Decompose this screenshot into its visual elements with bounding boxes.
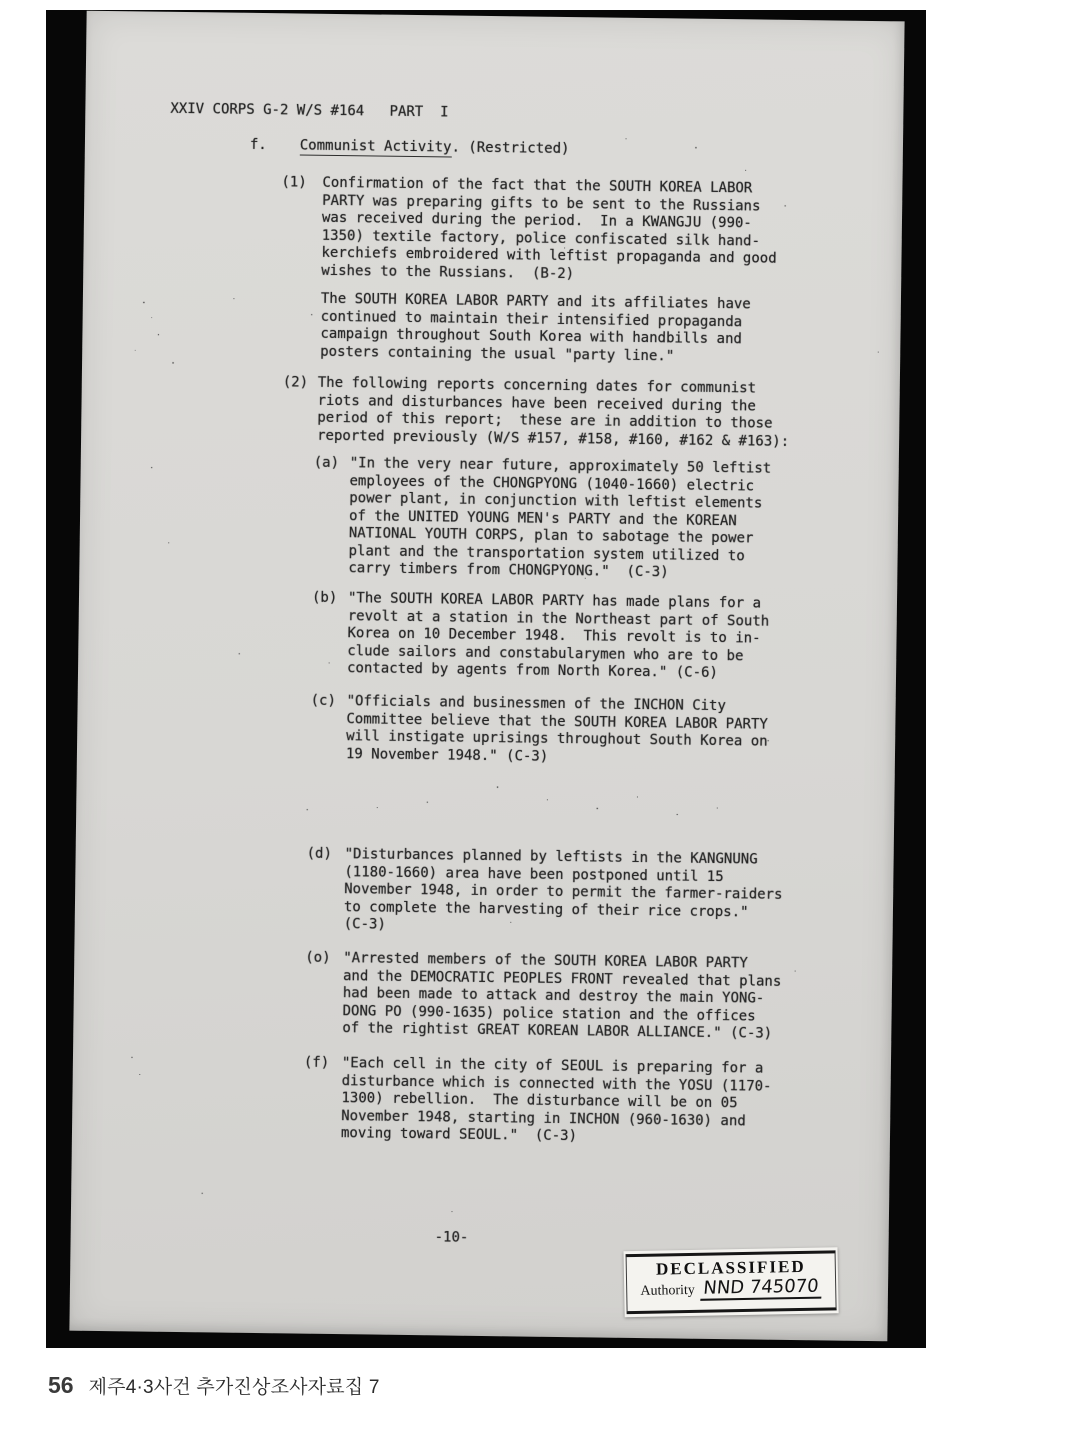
stamp-authority-row <box>627 1276 835 1302</box>
scan-noise <box>87 11 89 13</box>
book-title: 제주4·3사건 추가진상조사자료집 7 <box>88 1377 380 1398</box>
paragraph-number: (1) <box>281 174 307 191</box>
item-label: (d) <box>306 845 333 862</box>
document-page <box>69 11 904 1342</box>
section-heading <box>250 137 570 159</box>
item-text: "Each cell in the city of SEOUL is preparing for a disturbance which is connected with the YOSU (1170- 1300) rebellion. The disturbance will be on 05 November 1948, starting in INCHON (960-1630) and moving toward SEOUL." (C-3) <box>340 1055 772 1145</box>
paragraph-text: Confirmation of the fact that the SOUTH KOREA LABOR PARTY was preparing gifts to be sent to the Russians was received during the period. In a KWANGJU (990- 1350) textile factory, police confiscated silk hand- kerchiefs embroidered with leftist propaganda and good wishes to the Russians. (B-2) <box>321 174 777 282</box>
page-number: -10- <box>434 1229 469 1246</box>
document-header: XXIV CORPS G-2 W/S #164 PART I <box>170 100 449 121</box>
paragraph-text: The SOUTH KOREA LABOR PARTY and its affiliates have continued to maintain their intensified propaganda campaign throughout South Korea with handbills and posters containing the usual "party line." <box>320 290 751 364</box>
item-text: "Arrested members of the SOUTH KOREA LABOR PARTY and the DEMOCRATIC PEOPLES FRONT revealed that plans had been made to attack and destroy the main YONG- DONG PO (990-1635) police station and the offices of the rightist GREAT KOREAN LABOR ALLIANCE." (C-3) <box>342 950 782 1042</box>
section-title: Communist Activity <box>299 137 452 156</box>
stamp-title: DECLASSIFIED <box>655 1256 806 1279</box>
paragraph-number: (2) <box>282 374 309 391</box>
item-text: "Disturbances planned by leftists in the KANGNUNG (1180-1660) area have been postponed until 15 November 1948, in order to permit the farmer-raiders to complete the harvesting of their rice crops." (C-3) <box>343 846 783 933</box>
section-label: f. <box>249 136 267 154</box>
item-label: (a) <box>313 454 340 472</box>
stamp-authority-value: NND 745070 <box>700 1277 823 1301</box>
paragraph-text: The following reports concerning dates for communist riots and disturbances have been received during the period of this report; these are in addition to those reported previously (W/S #157, #158, #160, #162 & #163): <box>317 374 790 450</box>
section-suffix: . (Restricted) <box>451 139 570 158</box>
document-content <box>69 11 904 1342</box>
book-caption <box>48 1372 380 1399</box>
item-text: "Officials and businessmen of the INCHON City Committee believe that the SOUTH KOREA LABOR PARTY will instigate uprisings throughout South Korea on 19 November 1948." (C-3) <box>345 693 768 765</box>
stamp-authority-label: Authority <box>640 1282 695 1299</box>
item-label: (b) <box>311 589 338 607</box>
stamp-frame <box>626 1250 837 1314</box>
declassified-stamp <box>623 1247 838 1317</box>
item-text: "The SOUTH KOREA LABOR PARTY has made plans for a revolt at a station in the Northeast part of South Korea on 10 December 1948. This revolt is to in- clude sailors and constabularymen who are to be contacted by agents from North Korea." (C-6) <box>346 590 770 682</box>
item-label: (f) <box>303 1054 330 1071</box>
item-label: (c) <box>310 692 337 710</box>
item-text: "In the very near future, approximately 50 leftist employees of the CHONGPYONG (1040-1660) electric power plant, in conjunction with leftist elements of the UNITED YOUNG MEN's PARTY and the KOREAN NATIONAL YOUTH CORPS, plan to sabotage the power plant and the transportation system utilized to carry timbers from CHONGPYONG." (C-3) <box>348 455 772 581</box>
item-label: (o) <box>305 949 331 966</box>
book-page-number: 56 <box>48 1372 74 1398</box>
